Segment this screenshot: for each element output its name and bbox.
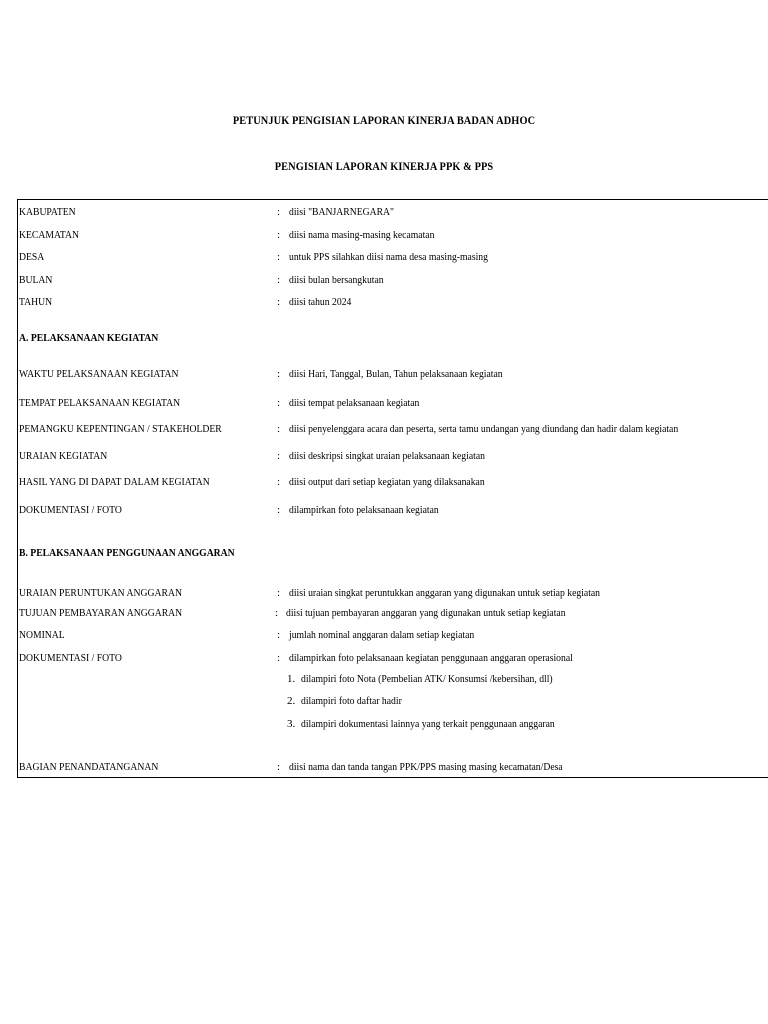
row-label: URAIAN KEGIATAN: [19, 450, 108, 462]
row-stakeholder: [0, 421, 768, 437]
row-penandatanganan: [0, 759, 768, 775]
row-value: dilampirkan foto pelaksanaan kegiatan: [289, 504, 439, 516]
row-value: diisi Hari, Tanggal, Bulan, Tahun pelaksanaan kegiatan: [289, 368, 503, 380]
row-label: HASIL YANG DI DAPAT DALAM KEGIATAN: [19, 476, 210, 488]
row-nominal: [0, 627, 768, 643]
row-colon: :: [277, 296, 281, 308]
row-colon: :: [277, 251, 281, 263]
row-value: diisi penyelenggara acara dan peserta, serta tamu undangan yang diundang dan hadir dalam kegiatan: [289, 423, 679, 435]
row-value: diisi nama dan tanda tangan PPK/PPS masing masing kecamatan/Desa: [289, 761, 563, 773]
row-colon: :: [277, 397, 281, 409]
row-value: diisi deskripsi singkat uraian pelaksanaan kegiatan: [289, 450, 485, 462]
row-value: dilampirkan foto pelaksanaan kegiatan penggunaan anggaran operasional: [289, 652, 573, 664]
row-colon: :: [275, 607, 279, 619]
document-subtitle: PENGISIAN LAPORAN KINERJA PPK & PPS: [274, 161, 494, 173]
row-value: diisi tempat pelaksanaan kegiatan: [289, 397, 420, 409]
row-uraian-kegiatan: [0, 448, 768, 464]
row-value: diisi bulan bersangkutan: [289, 274, 384, 286]
row-value: diisi "BANJARNEGARA": [289, 206, 394, 218]
row-label: KABUPATEN: [19, 206, 76, 218]
row-value: diisi output dari setiap kegiatan yang dilaksanakan: [289, 476, 485, 488]
row-colon: :: [277, 504, 281, 516]
sub-item-text: dilampiri foto daftar hadir: [301, 695, 402, 707]
row-kabupaten: [0, 204, 768, 220]
row-colon: :: [277, 274, 281, 286]
row-tahun: [0, 294, 768, 310]
row-label: URAIAN PERUNTUKAN ANGGARAN: [19, 587, 182, 599]
row-kecamatan: [0, 227, 768, 243]
row-label: TEMPAT PELAKSANAAN KEGIATAN: [19, 397, 181, 409]
row-colon: :: [277, 476, 281, 488]
row-label: DOKUMENTASI / FOTO: [19, 652, 122, 664]
row-label: WAKTU PELAKSANAAN KEGIATAN: [19, 368, 179, 380]
row-value: diisi nama masing-masing kecamatan: [289, 229, 435, 241]
row-bulan: [0, 272, 768, 288]
section-a-title: A. PELAKSANAAN KEGIATAN: [19, 332, 159, 344]
row-colon: :: [277, 629, 281, 641]
row-colon: :: [277, 587, 281, 599]
row-label: DESA: [19, 251, 45, 263]
row-colon: :: [277, 423, 281, 435]
row-value: diisi uraian singkat peruntukkan anggaran yang digunakan untuk setiap kegiatan: [289, 587, 601, 599]
row-colon: :: [277, 206, 281, 218]
section-b-title: B. PELAKSANAAN PENGGUNAAN ANGGARAN: [19, 547, 235, 559]
row-colon: :: [277, 652, 281, 664]
sub-item-text: dilampiri dokumentasi lainnya yang terkait penggunaan anggaran: [301, 718, 555, 730]
row-value: untuk PPS silahkan diisi nama desa masing-masing: [289, 251, 488, 263]
row-dokumentasi-a: [0, 502, 768, 518]
sub-item: [287, 693, 757, 709]
row-value: diisi tujuan pembayaran anggaran yang digunakan untuk setiap kegiatan: [286, 607, 566, 619]
row-waktu-pelaksanaan: [0, 366, 768, 382]
row-colon: :: [277, 368, 281, 380]
row-label: BULAN: [19, 274, 53, 286]
row-hasil-kegiatan: [0, 474, 768, 490]
row-label: BAGIAN PENANDATANGANAN: [19, 761, 159, 773]
row-label: NOMINAL: [19, 629, 65, 641]
row-tempat-pelaksanaan: [0, 395, 768, 411]
sub-item-number: 2.: [287, 695, 296, 707]
row-desa: [0, 249, 768, 265]
row-label: DOKUMENTASI / FOTO: [19, 504, 122, 516]
sub-item-number: 1.: [287, 673, 296, 685]
sub-item: [287, 716, 757, 732]
row-dokumentasi-b: [0, 650, 768, 666]
document-title: PETUNJUK PENGISIAN LAPORAN KINERJA BADAN ADHOC: [232, 115, 536, 127]
row-uraian-peruntukan: [0, 585, 768, 601]
row-label: TAHUN: [19, 296, 53, 308]
sub-item: [287, 671, 757, 687]
row-colon: :: [277, 450, 281, 462]
row-label: TUJUAN PEMBAYARAN ANGGARAN: [19, 607, 183, 619]
row-label: PEMANGKU KEPENTINGAN / STAKEHOLDER: [19, 423, 222, 435]
sub-item-text: dilampiri foto Nota (Pembelian ATK/ Konsumsi /kebersihan, dll): [301, 673, 553, 685]
row-colon: :: [277, 229, 281, 241]
row-tujuan-pembayaran: [0, 605, 768, 621]
row-label: KECAMATAN: [19, 229, 80, 241]
row-value: jumlah nominal anggaran dalam setiap kegiatan: [289, 629, 475, 641]
row-colon: :: [277, 761, 281, 773]
sub-item-number: 3.: [287, 718, 296, 730]
row-value: diisi tahun 2024: [289, 296, 352, 308]
